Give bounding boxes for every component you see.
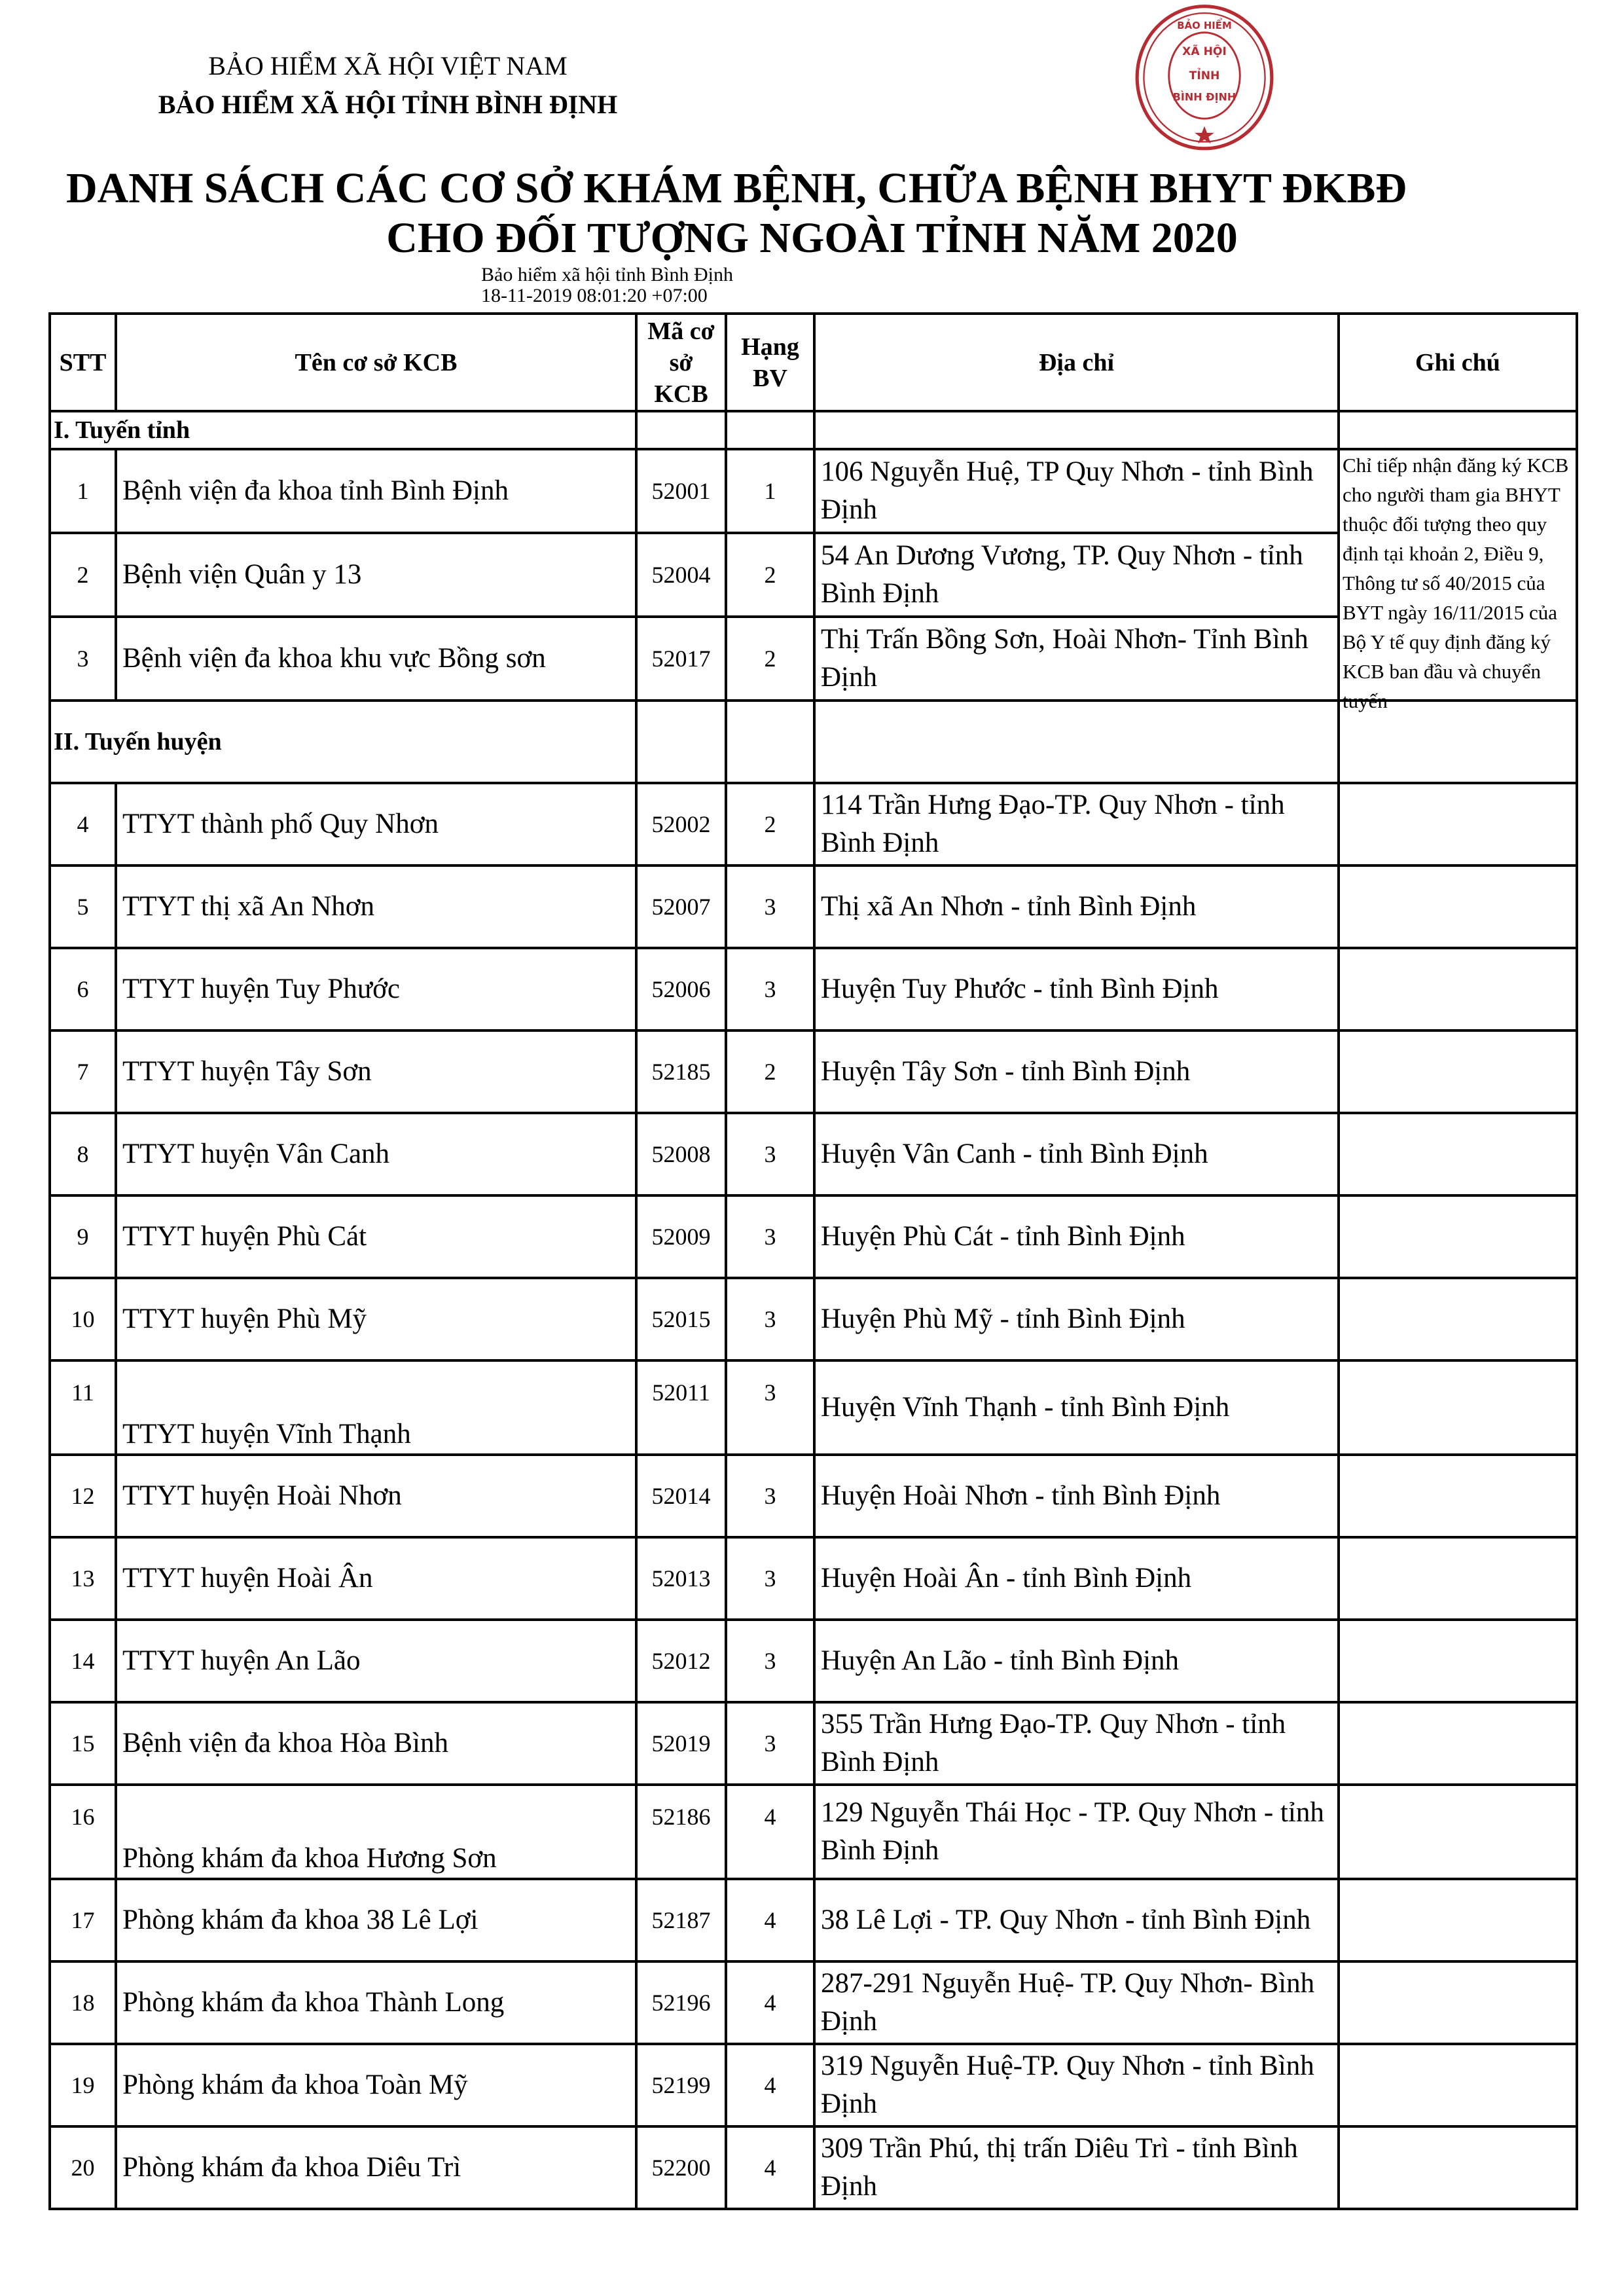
note-cell [1339,1113,1577,1195]
table-row [50,449,1577,533]
table-row [50,2126,1577,2209]
row-stt: 6 [50,948,116,1030]
row-facility-code: 52014 [636,1455,726,1537]
row-facility-name: Phòng khám đa khoa Thành Long [116,1961,636,2044]
empty-cell [726,411,814,449]
note-cell [1339,2044,1577,2126]
row-stt: 5 [50,866,116,948]
row-facility-name: Bệnh viện đa khoa khu vực Bồng sơn [116,617,636,701]
row-stt: 4 [50,783,116,866]
row-facility-name: Bệnh viện đa khoa Hòa Bình [116,1702,636,1785]
note-cell [1339,1702,1577,1785]
section-row [50,411,1577,449]
row-facility-code: 52019 [636,1702,726,1785]
note-text: Chỉ tiếp nhận đăng ký KCB cho người tham gia BHYT thuộc đối tượng theo quy định tại khoản 2, Điều 9, Thông tư số 40/2015 của BYT ngày 16/11/2015 của Bộ Y tế quy định đăng ký KCB ban đầu và chuyển tuyến [1343,454,1569,712]
row-facility-code: 52011 [636,1360,726,1455]
row-facility-name: TTYT huyện Vân Canh [116,1113,636,1195]
row-facility-code: 52002 [636,783,726,866]
row-stt: 17 [50,1879,116,1961]
row-facility-code: 52196 [636,1961,726,2044]
empty-cell [814,411,1339,449]
branch-name: BẢO HIỂM XÃ HỘI TỈNH BÌNH ĐỊNH [158,90,618,119]
empty-cell [814,701,1339,783]
row-address: Huyện Phù Cát - tỉnh Bình Định [814,1195,1339,1278]
svg-text:XÃ HỘI: XÃ HỘI [1182,45,1227,58]
row-facility-name: TTYT huyện Hoài Ân [116,1537,636,1620]
row-facility-code: 52017 [636,617,726,701]
row-facility-name: TTYT huyện Hoài Nhơn [116,1455,636,1537]
row-facility-name: Phòng khám đa khoa Diêu Trì [116,2126,636,2209]
note-cell [1339,2126,1577,2209]
row-facility-code: 52008 [636,1113,726,1195]
table-row [50,1278,1577,1360]
official-stamp [1126,3,1283,160]
row-facility-name: Bệnh viện đa khoa tỉnh Bình Định [116,449,636,533]
row-address: 355 Trần Hưng Đạo-TP. Quy Nhơn - tỉnh Bình Định [814,1702,1339,1785]
note-cell [1339,1961,1577,2044]
row-rank: 3 [726,1278,814,1360]
row-facility-name: TTYT thành phố Quy Nhơn [116,783,636,866]
row-stt: 3 [50,617,116,701]
table-row [50,1785,1577,1879]
row-facility-name: TTYT huyện Phù Mỹ [116,1278,636,1360]
row-stt: 13 [50,1537,116,1620]
row-facility-code: 52015 [636,1278,726,1360]
row-stt: 9 [50,1195,116,1278]
row-address: 106 Nguyễn Huệ, TP Quy Nhơn - tỉnh Bình Định [814,449,1339,533]
row-address: Huyện An Lão - tỉnh Bình Định [814,1620,1339,1702]
table-header-row [50,314,1577,411]
row-address: 54 An Dương Vương, TP. Quy Nhơn - tỉnh Bình Định [814,533,1339,617]
row-stt: 16 [50,1785,116,1879]
document-title-line-2: CHO ĐỐI TƯỢNG NGOÀI TỈNH NĂM 2020 [386,214,1238,262]
row-facility-code: 52199 [636,2044,726,2126]
row-rank: 4 [726,1785,814,1879]
row-address: 129 Nguyễn Thái Học - TP. Quy Nhơn - tỉnh Bình Định [814,1785,1339,1879]
empty-cell [636,701,726,783]
note-cell [1339,449,1577,712]
row-rank: 3 [726,948,814,1030]
row-rank: 2 [726,617,814,701]
row-stt: 1 [50,449,116,533]
row-address: Huyện Hoài Ân - tỉnh Bình Định [814,1537,1339,1620]
row-address: Huyện Phù Mỹ - tỉnh Bình Định [814,1278,1339,1360]
note-cell [1339,1030,1577,1113]
row-facility-name: Phòng khám đa khoa 38 Lê Lợi [116,1879,636,1961]
row-rank: 2 [726,533,814,617]
row-stt: 15 [50,1702,116,1785]
row-stt: 18 [50,1961,116,2044]
note-cell [1339,1785,1577,1879]
table-row [50,866,1577,948]
row-stt: 7 [50,1030,116,1113]
note-cell [1339,1537,1577,1620]
col-header-rank: Hạng BV [726,314,814,411]
note-cell [1339,1620,1577,1702]
signature-datetime: 18-11-2019 08:01:20 +07:00 [481,285,708,306]
row-facility-code: 52186 [636,1785,726,1879]
note-cell [1339,1360,1577,1455]
empty-cell [636,411,726,449]
svg-text:BẢO HIỂM: BẢO HIỂM [1177,19,1232,31]
row-address: Huyện Tuy Phước - tỉnh Bình Định [814,948,1339,1030]
row-facility-name: Phòng khám đa khoa Toàn Mỹ [116,2044,636,2126]
row-facility-code: 52001 [636,449,726,533]
row-facility-code: 52187 [636,1879,726,1961]
col-header-note: Ghi chú [1339,314,1577,411]
col-header-code: Mã cơ sở KCB [636,314,726,411]
row-facility-code: 52004 [636,533,726,617]
note-cell [1339,948,1577,1030]
row-rank: 2 [726,783,814,866]
row-address: Huyện Vĩnh Thạnh - tỉnh Bình Định [814,1360,1339,1455]
row-facility-code: 52007 [636,866,726,948]
row-address: 114 Trần Hưng Đạo-TP. Quy Nhơn - tỉnh Bình Định [814,783,1339,866]
row-facility-name: Phòng khám đa khoa Hương Sơn [116,1785,636,1879]
row-facility-code: 52200 [636,2126,726,2209]
row-rank: 2 [726,1030,814,1113]
row-address: Thị Trấn Bồng Sơn, Hoài Nhơn- Tỉnh Bình Định [814,617,1339,701]
table-row [50,1455,1577,1537]
col-header-address: Địa chỉ [814,314,1339,411]
row-facility-name: TTYT huyện Tây Sơn [116,1030,636,1113]
row-facility-name: TTYT huyện Tuy Phước [116,948,636,1030]
table-row [50,948,1577,1030]
row-rank: 4 [726,1879,814,1961]
row-rank: 3 [726,1113,814,1195]
table-row [50,1030,1577,1113]
row-rank: 3 [726,1702,814,1785]
table-row [50,1961,1577,2044]
empty-cell [726,701,814,783]
section-label: I. Tuyến tỉnh [50,411,636,449]
row-address: Huyện Tây Sơn - tỉnh Bình Định [814,1030,1339,1113]
row-address: Huyện Hoài Nhơn - tỉnh Bình Định [814,1455,1339,1537]
table-row [50,1879,1577,1961]
row-stt: 8 [50,1113,116,1195]
note-cell [1339,1278,1577,1360]
row-address: 287-291 Nguyễn Huệ- TP. Quy Nhơn- Bình Định [814,1961,1339,2044]
row-address: Thị xã An Nhơn - tỉnh Bình Định [814,866,1339,948]
table-row [50,1702,1577,1785]
note-cell [1339,783,1577,866]
row-rank: 4 [726,2126,814,2209]
empty-cell [1339,411,1577,449]
table-row [50,2044,1577,2126]
agency-name: BẢO HIỂM XÃ HỘI VIỆT NAM [208,51,568,81]
row-facility-code: 52185 [636,1030,726,1113]
row-stt: 2 [50,533,116,617]
row-facility-name: Bệnh viện Quân y 13 [116,533,636,617]
facility-table [48,312,1578,2210]
row-facility-code: 52009 [636,1195,726,1278]
row-stt: 14 [50,1620,116,1702]
row-rank: 3 [726,1455,814,1537]
digital-signature [481,264,733,306]
row-facility-name: TTYT huyện Vĩnh Thạnh [116,1360,636,1455]
note-cell [1339,1195,1577,1278]
table-row [50,1537,1577,1620]
col-header-name: Tên cơ sở KCB [116,314,636,411]
row-rank: 3 [726,1195,814,1278]
section-label: II. Tuyến huyện [50,701,636,783]
row-facility-code: 52006 [636,948,726,1030]
document-title-line-1: DANH SÁCH CÁC CƠ SỞ KHÁM BỆNH, CHỮA BỆNH BHYT ĐKBĐ [65,164,1407,212]
row-address: Huyện Vân Canh - tỉnh Bình Định [814,1113,1339,1195]
note-cell [1339,1879,1577,1961]
row-rank: 3 [726,866,814,948]
note-cell [1339,866,1577,948]
table-row [50,1620,1577,1702]
row-address: 319 Nguyễn Huệ-TP. Quy Nhơn - tỉnh Bình Định [814,2044,1339,2126]
row-rank: 1 [726,449,814,533]
table-row [50,1360,1577,1455]
row-address: 38 Lê Lợi - TP. Quy Nhơn - tỉnh Bình Định [814,1879,1339,1961]
table-row [50,1113,1577,1195]
row-rank: 4 [726,2044,814,2126]
row-stt: 10 [50,1278,116,1360]
row-address: 309 Trần Phú, thị trấn Diêu Trì - tỉnh Bình Định [814,2126,1339,2209]
row-stt: 11 [50,1360,116,1455]
row-stt: 12 [50,1455,116,1537]
row-rank: 4 [726,1961,814,2044]
table-row [50,783,1577,866]
row-rank: 3 [726,1360,814,1455]
col-header-stt: STT [50,314,116,411]
note-cell [1339,1455,1577,1537]
svg-text:BÌNH ĐỊNH: BÌNH ĐỊNH [1172,90,1236,103]
row-stt: 19 [50,2044,116,2126]
row-stt: 20 [50,2126,116,2209]
row-facility-name: TTYT huyện An Lão [116,1620,636,1702]
svg-text:TỈNH: TỈNH [1189,69,1220,83]
row-rank: 3 [726,1620,814,1702]
row-facility-name: TTYT thị xã An Nhơn [116,866,636,948]
row-facility-name: TTYT huyện Phù Cát [116,1195,636,1278]
signature-signer: Bảo hiểm xã hội tỉnh Bình Định [481,264,733,285]
row-facility-code: 52012 [636,1620,726,1702]
row-rank: 3 [726,1537,814,1620]
table-row [50,1195,1577,1278]
row-facility-code: 52013 [636,1537,726,1620]
